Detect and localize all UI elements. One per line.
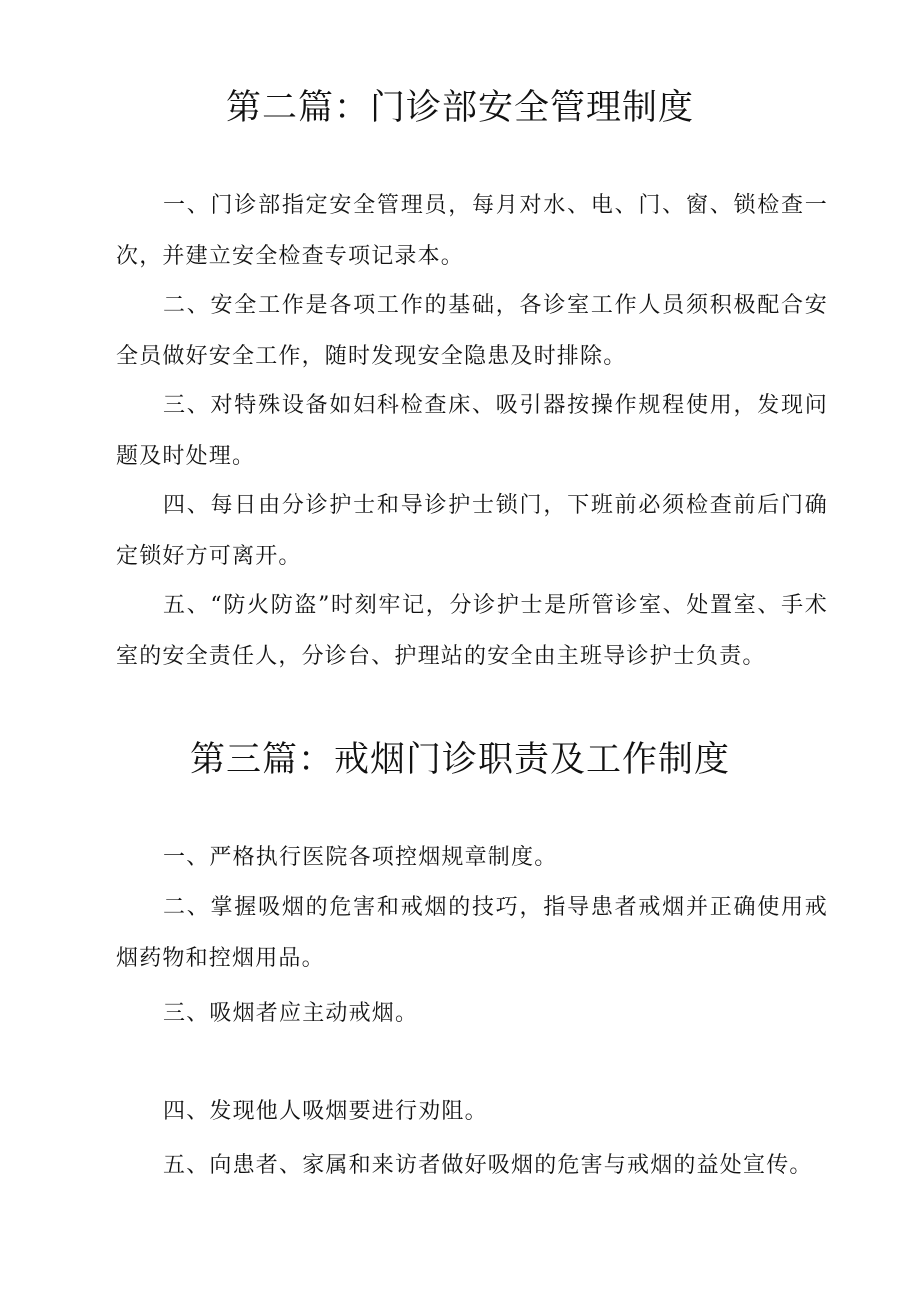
- section2-item-2: 二、安全工作是各项工作的基础，各诊室工作人员须积极配合安全员做好安全工作，随时发现安全隐患及时排除。: [116, 293, 828, 369]
- section3-title: 第三篇：戒烟门诊职责及工作制度: [189, 740, 730, 780]
- section2-item-1: 一、门诊部指定安全管理员，每月对水、电、门、窗、锁检查一次，并建立安全检查专项记录本。: [116, 193, 828, 269]
- section3-item-4: 四、发现他人吸烟要进行劝阻。: [163, 1099, 488, 1124]
- section2-title: 第二篇：门诊部安全管理制度: [225, 88, 694, 128]
- section3-item-2: 二、掌握吸烟的危害和戒烟的技巧，指导患者戒烟并正确使用戒烟药物和控烟用品。: [116, 895, 828, 971]
- section3-item-5: 五、向患者、家属和来访者做好吸烟的危害与戒烟的益处宣传。: [163, 1153, 813, 1178]
- section2-item-5: 五、“防火防盗”时刻牢记，分诊护士是所管诊室、处置室、手术室的安全责任人，分诊台、护理站的安全由主班导诊护士负责。: [116, 593, 828, 669]
- section3-item-3: 三、吸烟者应主动戒烟。: [163, 1001, 419, 1026]
- section3-item-1: 一、严格执行医院各项控烟规章制度。: [163, 845, 558, 870]
- section2-item-3: 三、对特殊设备如妇科检查床、吸引器按操作规程使用，发现问题及时处理。: [116, 393, 828, 469]
- section2-item-4: 四、每日由分诊护士和导诊护士锁门，下班前必须检查前后门确定锁好方可离开。: [116, 493, 828, 569]
